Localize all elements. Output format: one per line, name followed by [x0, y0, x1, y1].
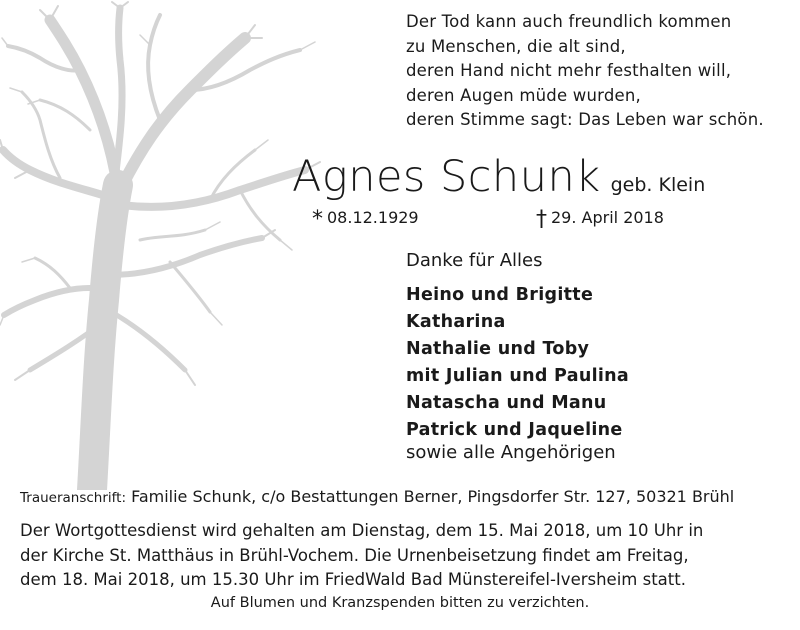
thanks-text: Danke für Alles — [406, 250, 543, 271]
mourner-name: mit Julian und Paulina — [406, 366, 630, 386]
mourning-address — [20, 487, 734, 506]
cross-icon: † — [536, 207, 547, 232]
poem-line: Der Tod kann auch freundlich kommen — [406, 12, 732, 31]
birth-date-text: 08.12.1929 — [327, 208, 419, 227]
poem-line: zu Menschen, die alt sind, — [406, 36, 626, 56]
relatives-text: sowie alle Angehörigen — [406, 442, 616, 463]
death-date — [536, 207, 664, 232]
service-line: dem 18. Mai 2018, um 15.30 Uhr im FriedWald Bad Münstereifel-Iversheim statt. — [20, 570, 686, 589]
service-info — [20, 519, 703, 593]
poem — [406, 10, 764, 133]
deceased-name: Agnes Schunk — [292, 152, 601, 202]
address-text: Familie Schunk, c/o Bestattungen Berner, Pingsdorfer Str. 127, 50321 Brühl — [131, 487, 735, 506]
mourner-name: Patrick und Jaqueline — [406, 420, 623, 440]
death-date-text: 29. April 2018 — [551, 208, 664, 227]
poem-line: deren Stimme sagt: Das Leben war schön. — [406, 110, 764, 129]
service-line: Der Wortgottesdienst wird gehalten am Dienstag, dem 15. Mai 2018, um 10 Uhr in — [20, 521, 704, 540]
tree-illustration — [0, 0, 330, 490]
mourners-list — [406, 282, 629, 444]
poem-line: deren Hand nicht mehr festhalten will, — [406, 61, 732, 80]
address-label: Traueranschrift: — [20, 490, 126, 506]
maiden-name: geb. Klein — [610, 174, 706, 196]
mourner-name: Katharina — [406, 312, 506, 332]
birth-symbol-icon: * — [312, 207, 323, 232]
service-line: der Kirche St. Matthäus in Brühl-Vochem. Die Urnenbeisetzung findet am Freitag, — [20, 545, 689, 565]
birth-date — [312, 207, 419, 232]
poem-line: deren Augen müde wurden, — [406, 85, 641, 105]
mourner-name: Natascha und Manu — [406, 393, 607, 413]
deceased-name-line — [292, 152, 705, 202]
mourner-name: Heino und Brigitte — [406, 285, 594, 305]
flowers-note: Auf Blumen und Kranzspenden bitten zu verzichten. — [210, 595, 590, 611]
mourner-name: Nathalie und Toby — [406, 339, 590, 359]
